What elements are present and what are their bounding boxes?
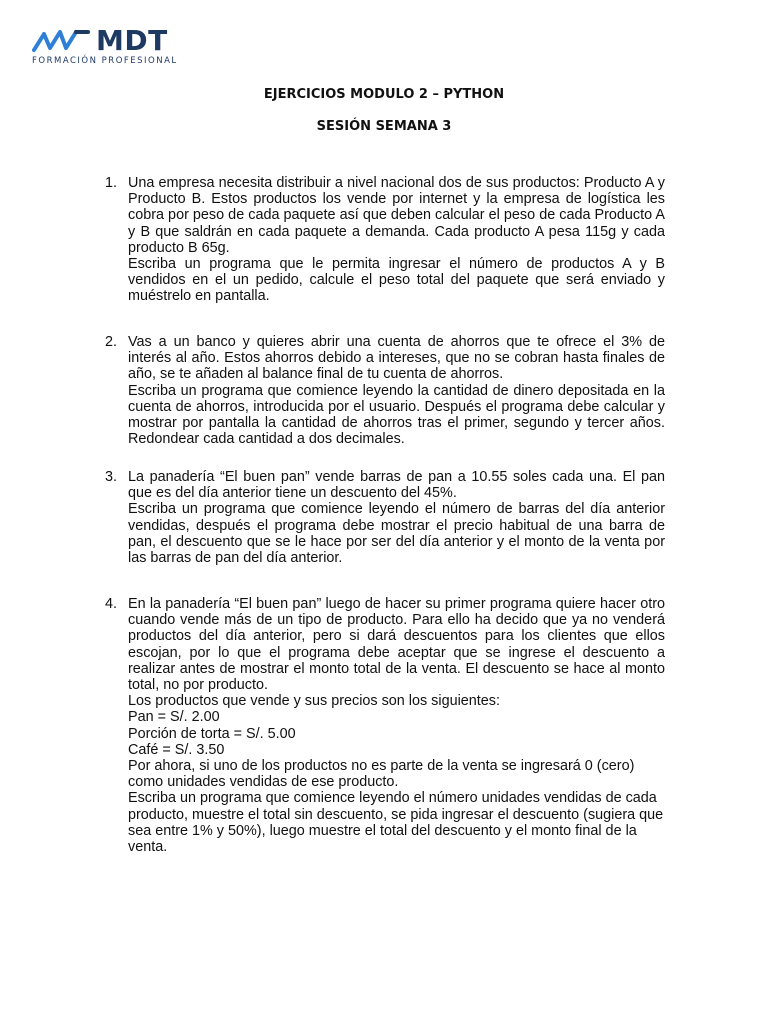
exercise-paragraph: Escriba un programa que le permita ingresar el número de productos A y B vendidos en el un pedido, calcule el peso total del paquete que será enviado y muéstrelo en pantalla. [128,256,665,305]
exercise-paragraph: Una empresa necesita distribuir a nivel nacional dos de sus productos: Producto A y Producto B. Estos productos los vende por internet y la empresa de logística les cobra por peso de cada paquete así que deben calcular el peso de cada Producto A y B que saldrán en cada paquete a demanda. Cada producto A pesa 115g y cada producto B 65g. [128,175,665,256]
exercise-paragraph: En la panadería “El buen pan” luego de hacer su primer programa quiere hacer otro cuando vende más de un tipo de producto. Para ello ha decido que ya no venderá productos del día anterior, pero si dará descuentos para los clientes que ellos escojan, por lo que el programa debe aceptar que se ingrese el descuento a realizar antes de mostrar el monto total de la venta. El descuento se hace al monto total, no por producto. [128,596,665,694]
exercise-paragraph: Vas a un banco y quieres abrir una cuenta de ahorros que te ofrece el 3% de interés al año. Estos ahorros debido a intereses, que no se cobran hasta finales de año, se te añaden al balance final de tu cuenta de ahorros. [128,334,665,383]
logo-brand: MDT [96,24,168,57]
exercise-paragraph: La panadería “El buen pan” vende barras de pan a 10.55 soles cada una. El pan que es del día anterior tiene un descuento del 45%. [128,469,665,502]
price-item: Pan = S/. 2.00 [128,709,220,726]
exercise-number: 4. [105,596,118,612]
exercise-3 [105,469,665,566]
exercise-paragraph: Escriba un programa que comience leyendo la cantidad de dinero depositada en la cuenta de ahorros, introducida por el usuario. Después el programa debe calcular y mostrar por pantalla la cantidad de ahorros tras el primer, segundo y tercer años. Redondear cada cantidad a dos decimales. [128,382,665,448]
exercise-number: 2. [105,334,118,350]
price-item: Porción de torta = S/. 5.00 [128,725,296,742]
exercise-2 [105,334,665,447]
mdt-wave-icon [32,28,92,54]
exercise-paragraph: Escriba un programa que comience leyendo el número unidades vendidas de cada producto, muestre el total sin descuento, se pida ingresar el descuento (sugiera que sea entre 1% y 50%), luego muestre el total del descuento y el monto final de la venta. [128,790,664,856]
exercise-number: 3. [105,469,118,485]
logo-subtitle: FORMACIÓN PROFESIONAL [32,56,178,66]
exercise-paragraph: Por ahora, si uno de los productos no es parte de la venta se ingresará 0 (cero) como unidades vendidas de ese producto. [128,758,635,791]
document-title: EJERCICIOS MODULO 2 – PYTHON [263,87,505,102]
price-item: Café = S/. 3.50 [128,741,225,758]
exercise-1 [105,175,665,305]
exercise-4 [105,596,665,855]
mdt-logo [32,24,202,72]
exercise-paragraph: Escriba un programa que comience leyendo el número de barras del día anterior vendidas, después el programa debe mostrar el precio habitual de una barra de pan, el descuento que se le hace por ser del día anterior y el monto de la venta por las barras de pan del día anterior. [128,501,665,567]
exercise-number: 1. [105,175,118,191]
exercise-paragraph: Los productos que vende y sus precios son los siguientes: [128,693,500,710]
document-subtitle: SESIÓN SEMANA 3 [316,119,452,134]
